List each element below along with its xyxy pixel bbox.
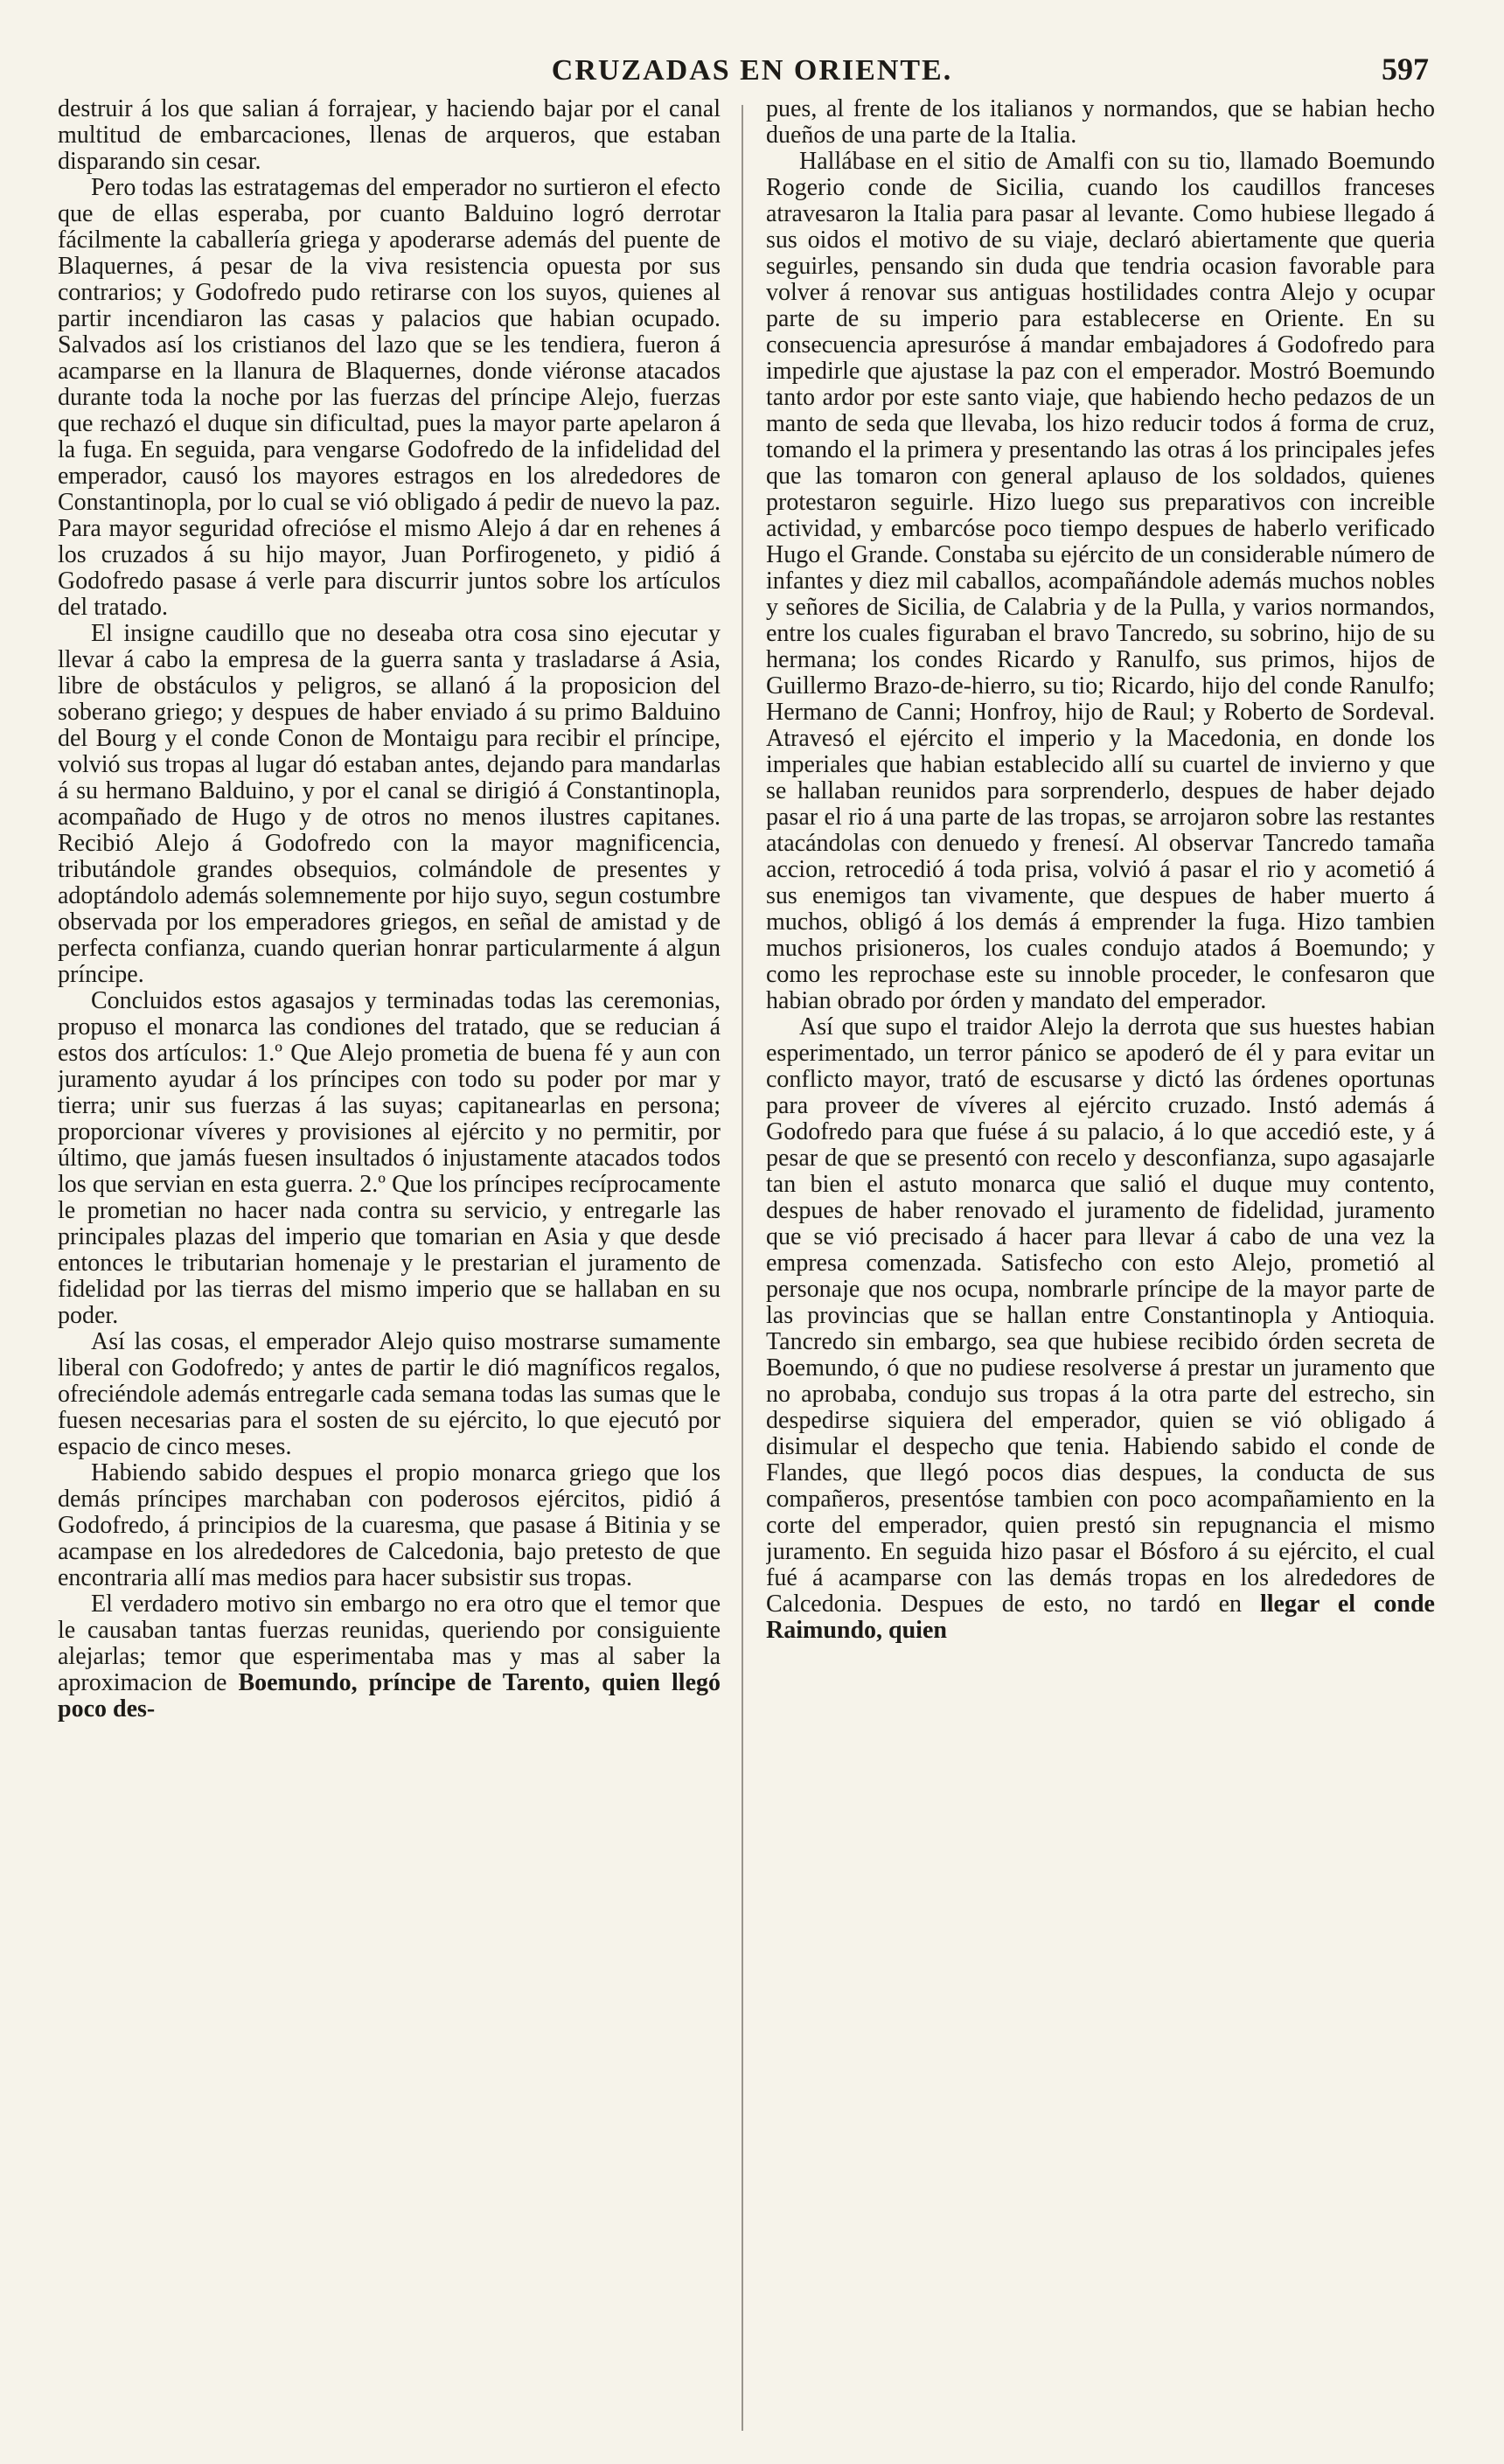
paragraph: Hallábase en el sitio de Amalfi con su tio, llamado Boemundo Rogerio conde de Sicilia, cuando los caudillos franceses atravesaron la Italia para pasar al levante. Como hubiese llegado á sus oidos el motivo de su viaje, declaró abiertamente que queria seguirles, pensando sin duda que tendria ocasion favorable para volver á renovar sus antiguas hostilidades contra Alejo y ocupar parte de su imperio para establecerse en Oriente. En su consecuencia apresuróse á mandar embajadores á Godofredo para impedirle que ajustase la paz con el emperador. Mostró Boemundo tanto ardor por este santo viaje, que habiendo hecho pedazos de un manto de seda que llevaba, los hizo reducir todos á forma de cruz, tomando el la primera y presentando las otras á los principales jefes que las tomaron con general aplauso de los soldados, quienes protestaron seguirle. Hizo luego sus preparativos con increible actividad, y embarcóse poco tiempo despues de haberlo verificado Hugo el Grande. Constaba su ejército de un considerable número de infantes y diez mil caballos, acompañándole además muchos nobles y señores de Sicilia, de Calabria y de la Pulla, y varios normandos, entre los cuales figuraban el bravo Tancredo, su sobrino, hijo de su hermana; los condes Ricardo y Ranulfo, sus primos, hijos de Guillermo Brazo-de-hierro, su tio; Ricardo, hijo del conde Ranulfo; Hermano de Canni; Honfroy, hijo de Raul; y Roberto de Sordeval. Atravesó el ejército el imperio y la Macedonia, en donde los imperiales que habian establecido allí su cuartel de invierno y que se hallaban reunidos para sorprenderlo, despues de haber dejado pasar el rio á una parte de las tropas, se arrojaron sobre las restantes atacándolas con denuedo y frenesí. Al observar Tancredo tamaña accion, retrocedió á toda prisa, volvió á pasar el rio y acometió á sus enemigos tan vivamente, que despues de haber muerto á muchos, obligó á los demás á emprender la fuga. Hizo tambien muchos prisioneros, los cuales condujo atados á Boemundo; y como les reprochase este su innoble proceder, le confesaron que habian obrado por órden y mandato del emperador. — [766, 148, 1435, 1014]
paragraph: Pero todas las estratagemas del emperador no surtieron el efecto que de ellas esperaba, por cuanto Balduino logró derrotar fácilmente la caballería griega y apoderarse además del puente de Blaquernes, á pesar de la viva resistencia opuesta por sus contrarios; y Godofredo pudo retirarse con los suyos, quienes al partir incendiaron las casas y palacios que habian ocupado. Salvados así los cristianos del lazo que se les tendiera, fueron á acamparse en la llanura de Blaquernes, donde viéronse atacados durante toda la noche por las fuerzas del príncipe Alejo, fuerzas que rechazó el duque sin dificultad, pues la mayor parte apelaron á la fuga. En seguida, para vengarse Godofredo de la infidelidad del emperador, causó los mayores estragos en los alrededores de Constantinopla, por lo cual se vió obligado á pedir de nuevo la paz. Para mayor seguridad ofrecióse el mismo Alejo á dar en rehenes á los cruzados á su hijo mayor, Juan Porfirogeneto, y pidió á Godofredo pasase á verle para discurrir juntos sobre los artículos del tratado. — [58, 174, 721, 621]
paragraph: Habiendo sabido despues el propio monarca griego que los demás príncipes marchaban con poderosos ejércitos, pidió á Godofredo, á principios de la cuaresma, que pasase á Bitinia y se acampase en los alrededores de Calcedonia, bajo pretesto de que encontraria allí mas medios para hacer subsistir sus tropas. — [58, 1459, 721, 1591]
running-title: CRUZADAS EN ORIENTE. — [551, 54, 953, 87]
paragraph: destruir á los que salian á forrajear, y haciendo bajar por el canal multitud de embarcaciones, llenas de arqueros, que estaban disparando sin cesar. — [58, 96, 721, 175]
paragraph-text: Así que supo el traidor Alejo la derrota que sus huestes habian esperimentado, un terror pánico se apoderó de él y para evitar un conflicto mayor, trató de escusarse y dictó las órdenes oportunas para proveer de víveres al ejército cruzado. Instó además á Godofredo para que fuése á su palacio, á lo que accedió este, y á pesar de que se presentó con recelo y desconfianza, supo agasajarle tan bien el astuto monarca que salió el duque muy contento, despues de haber renovado el juramento de fidelidad, juramento que se vió precisado á hacer para llevar á cabo de una vez la empresa comenzada. Satisfecho con esto Alejo, prometió al personaje que nos ocupa, nombrarle príncipe de la mayor parte de las provincias que se hallan entre Constantinopla y Antioquia. Tancredo sin embargo, sea que hubiese recibido órden secreta de Boemundo, ó que no pudiese resolverse á prestar un juramento que no aprobaba, condujo sus tropas á la otra parte del estrecho, sin despedirse siquiera del emperador, quien se vió obligado á disimular el despecho que tenia. Habiendo sabido el conde de Flandes, que llegó pocos dias despues, la conducta de sus compañeros, presentóse tambien con poco acompañamiento en la corte del emperador, quien prestó sin repugnancia el mismo juramento. En seguida hizo pasar el Bósforo á su ejército, el cual fué á acamparse con las demás tropas en los alrededores de Calcedonia. Despues de esto, no tardó en — [766, 1013, 1435, 1618]
bold-line: llegar el conde Raimundo, quien — [766, 1590, 1435, 1644]
paragraph — [766, 1014, 1435, 1644]
paragraph: Concluidos estos agasajos y terminadas todas las ceremonias, propuso el monarca las condiones del tratado, que se reducian á estos dos artículos: 1.º Que Alejo prometia de buena fé y aun con juramento ayudar á los príncipes con todo su poder por mar y tierra; unir sus fuerzas á las suyas; capitanearlas en persona; proporcionar víveres y provisiones al ejército y no permitir, por último, que jamás fuesen insultados ó injustamente atacados todos los que servian en esta guerra. 2.º Que los príncipes recíprocamente le prometian no hacer nada contra su servicio, y entregarle las principales plazas del imperio que tomarian en Asia y que desde entonces le tributarian homenaje y le prestarian el juramento de fidelidad por las tierras del mismo imperio que se hallaban en su poder. — [58, 987, 721, 1329]
paragraph: El insigne caudillo que no deseaba otra cosa sino ejecutar y llevar á cabo la empresa de la guerra santa y trasladarse á Asia, libre de obstáculos y peligros, se allanó á la proposicion del soberano griego; y despues de haber enviado á su primo Balduino del Bourg y el conde Conon de Montaigu para recibir el príncipe, volvió sus tropas al lugar dó estaban antes, dejando para mandarlas á su hermano Balduino, y por el canal se dirigió á Constantinopla, acompañado de Hugo y de otros no menos ilustres capitanes. Recibió Alejo á Godofredo con la mayor magnificencia, tributándole grandes obsequios, colmándole de presentes y adoptándolo además solemnemente por hijo suyo, segun costumbre observada por los emperadores griegos, en señal de amistad y de perfecta confianza, cuando querian honrar particularmente á algun príncipe. — [58, 620, 721, 988]
paragraph: Así las cosas, el emperador Alejo quiso mostrarse sumamente liberal con Godofredo; y antes de partir le dió magníficos regalos, ofreciéndole además entregarle cada semana todas las sumas que le fuesen necesarias para el sosten de su ejército, lo que ejecutó por espacio de cinco meses. — [58, 1328, 721, 1460]
paragraph-text: El verdadero motivo sin embargo no era otro que el temor que le causaban tantas fuerzas reunidas, queriendo por consiguiente alejarlas; temor que esperimentaba mas y mas al saber la aproximacion de — [58, 1590, 721, 1696]
left-column — [58, 96, 721, 2431]
bold-line: Boemundo, príncipe de Tarento, quien llegó poco des- — [58, 1669, 721, 1723]
column-divider — [742, 105, 743, 2431]
paragraph — [58, 1591, 721, 1723]
page-number: 597 — [1382, 52, 1429, 87]
right-column — [766, 96, 1435, 2431]
paragraph: pues, al frente de los italianos y normandos, que se habian hecho dueños de una parte de la Italia. — [766, 96, 1435, 149]
